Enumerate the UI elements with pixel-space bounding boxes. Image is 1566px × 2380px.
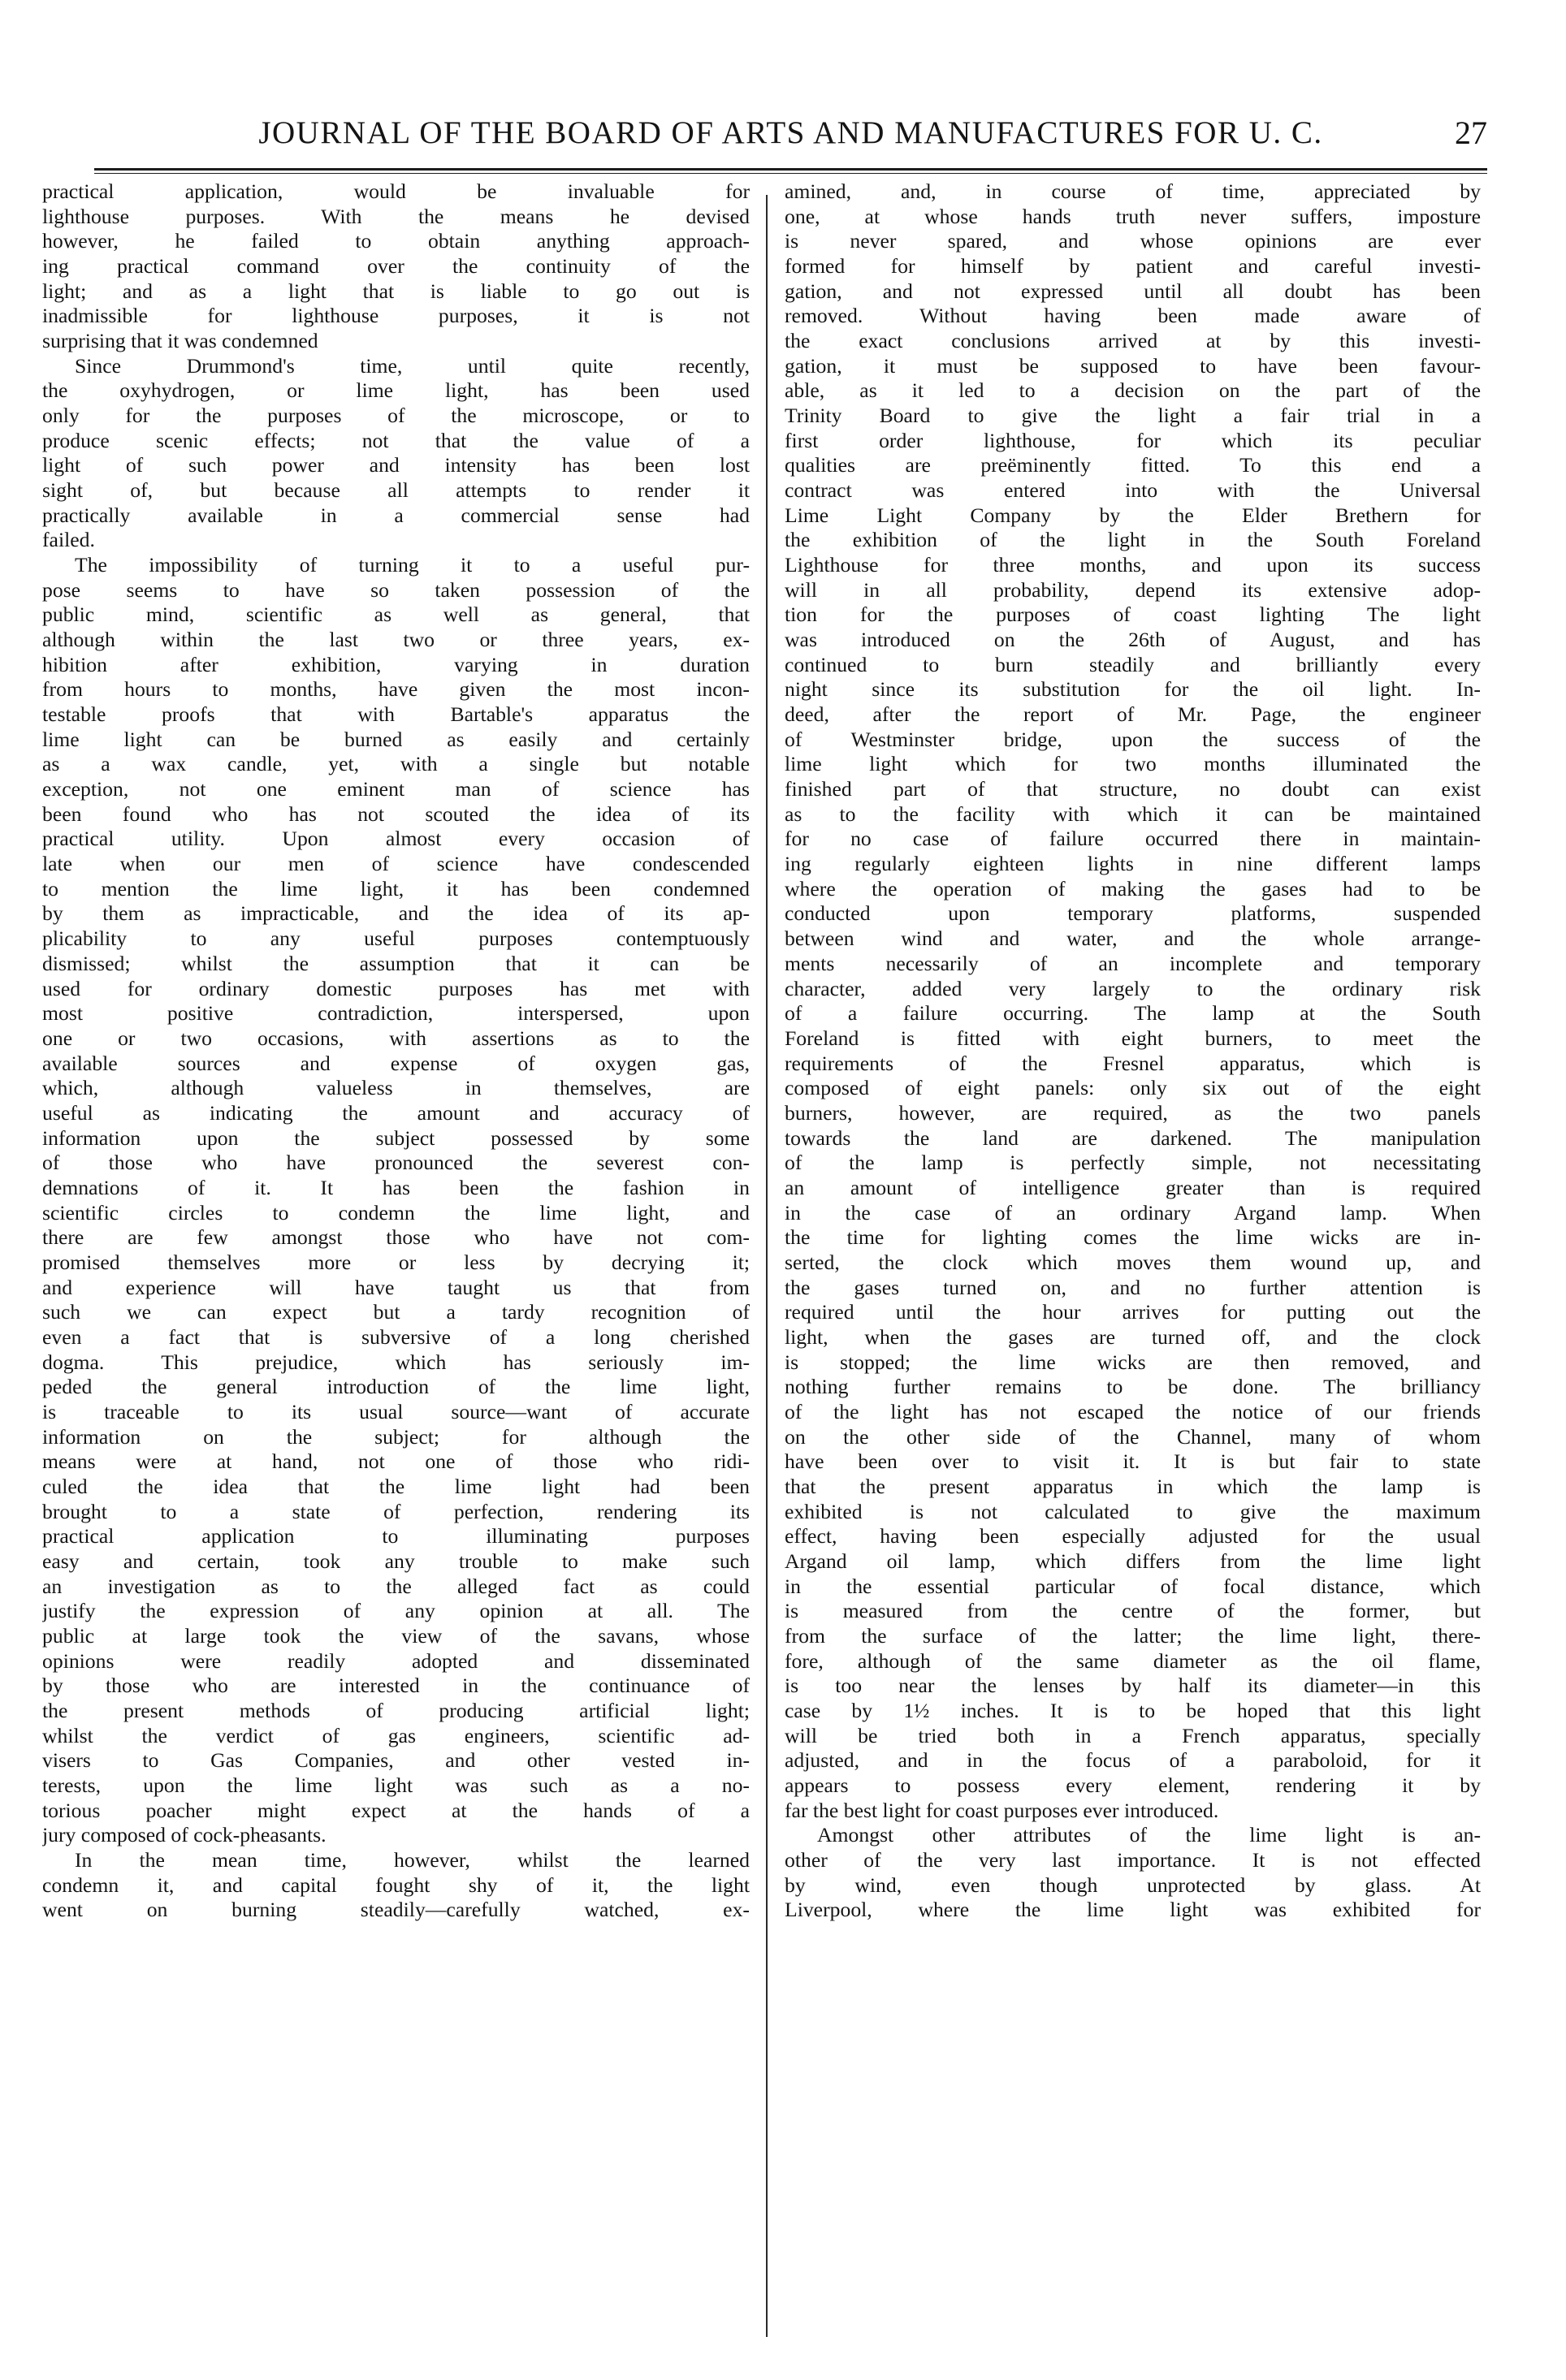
text-line: brought to a state of perfection, rendering its	[42, 1499, 750, 1523]
text-line: required until the hour arrives for putting out the	[785, 1300, 1481, 1324]
text-line: is too near the lenses by half its diameter—in this	[785, 1674, 1481, 1698]
text-line: such we can expect but a tardy recognition of	[42, 1300, 750, 1324]
text-line: burners, however, are required, as the two panels	[785, 1100, 1481, 1125]
text-line: by those who are interested in the continuance of	[42, 1674, 750, 1698]
text-line: one, at whose hands truth never suffers, imposture	[785, 204, 1481, 228]
text-line: night since its substitution for the oil light. In-	[785, 677, 1481, 702]
text-line: removed. Without having been made aware of	[785, 304, 1481, 328]
text-line: gation, it must be supposed to have been favour-	[785, 353, 1481, 378]
text-line: demnations of it. It has been the fashion in	[42, 1175, 750, 1199]
text-line: as a wax candle, yet, with a single but notable	[42, 752, 750, 776]
text-line: testable proofs that with Bartable's apparatus the	[42, 702, 750, 727]
text-line: even a fact that is subversive of a long cherished	[42, 1324, 750, 1349]
text-line: tion for the purposes of coast lighting The light	[785, 603, 1481, 627]
text-line: easy and certain, took any trouble to make such	[42, 1549, 750, 1573]
text-line: conducted upon temporary platforms, suspended	[785, 901, 1481, 926]
text-line: promised themselves more or less by decrying it;	[42, 1250, 750, 1274]
text-line: by them as impracticable, and the idea of its ap-	[42, 901, 750, 926]
text-line: been found who has not scouted the idea of its	[42, 801, 750, 826]
text-line: the exact conclusions arrived at by this investi-	[785, 329, 1481, 353]
text-line: Lime Light Company by the Elder Brethern for	[785, 503, 1481, 527]
text-line: appears to possess every element, rendering it by	[785, 1773, 1481, 1797]
text-line: Since Drummond's time, until quite recently,	[75, 353, 750, 378]
text-line: that the present apparatus in which the lamp is	[785, 1474, 1481, 1498]
text-line: of the lamp is perfectly simple, not necessitating	[785, 1151, 1481, 1175]
text-line: nothing further remains to be done. The brilliancy	[785, 1375, 1481, 1399]
text-line: whilst the verdict of gas engineers, scientific ad-	[42, 1723, 750, 1747]
text-line: condemn it, and capital fought shy of it, the light	[42, 1872, 750, 1897]
text-line: have been over to visit it. It is but fair to state	[785, 1449, 1481, 1474]
text-line: lime light can be burned as easily and certainly	[42, 727, 750, 751]
text-line: an amount of intelligence greater than is required	[785, 1175, 1481, 1199]
text-line: amined, and, in course of time, appreciated by	[785, 179, 1481, 203]
text-line: public mind, scientific as well as general, that	[42, 603, 750, 627]
text-line: serted, the clock which moves them wound up, and	[785, 1250, 1481, 1274]
text-line: however, he failed to obtain anything approach-	[42, 229, 750, 253]
text-line: public at large took the view of the savans, whose	[42, 1623, 750, 1648]
text-line: of Westminster bridge, upon the success of the	[785, 727, 1481, 751]
text-line: the oxyhydrogen, or lime light, has been used	[42, 378, 750, 403]
text-line: from the surface of the latter; the lime light, there-	[785, 1623, 1481, 1648]
text-line: and experience will have taught us that from	[42, 1275, 750, 1299]
text-line: plicability to any useful purposes contemptuously	[42, 927, 750, 951]
text-line: inadmissible for lighthouse purposes, it is not	[42, 304, 750, 328]
text-line: practical utility. Upon almost every occasion of	[42, 827, 750, 851]
text-line: is never spared, and whose opinions are ever	[785, 229, 1481, 253]
text-line: is stopped; the lime wicks are then removed, and	[785, 1350, 1481, 1374]
text-line: to mention the lime light, it has been condemned	[42, 876, 750, 901]
header-rule	[94, 168, 1487, 174]
text-line: where the operation of making the gases had to be	[785, 876, 1481, 901]
text-line: dogma. This prejudice, which has seriously im-	[42, 1350, 750, 1374]
text-line: torious poacher might expect at the hands of a	[42, 1798, 750, 1822]
text-line: opinions were readily adopted and disseminated	[42, 1648, 750, 1673]
text-line: contract was entered into with the Universal	[785, 478, 1481, 503]
text-line: from hours to months, have given the most incon-	[42, 677, 750, 702]
text-line: ing practical command over the continuity of the	[42, 254, 750, 279]
text-line: case by 1½ inches. It is to be hoped that this light	[785, 1698, 1481, 1722]
text-line: able, as it led to a decision on the part of the	[785, 378, 1481, 403]
text-line: deed, after the report of Mr. Page, the engineer	[785, 702, 1481, 727]
running-title: JOURNAL OF THE BOARD OF ARTS AND MANUFACTURES FOR U. C.	[258, 115, 1323, 150]
column-divider	[766, 195, 768, 2337]
text-line: by wind, even though unprotected by glass. At	[785, 1872, 1481, 1897]
text-line: peded the general introduction of the lime light,	[42, 1375, 750, 1399]
text-line: justify the expression of any opinion at all. The	[42, 1599, 750, 1623]
text-line: is measured from the centre of the former, but	[785, 1599, 1481, 1623]
text-line: The impossibility of turning it to a useful pur-	[75, 553, 750, 577]
text-line: light, when the gases are turned off, and the clock	[785, 1324, 1481, 1349]
text-line: jury composed of cock-pheasants.	[42, 1823, 327, 1847]
text-line: fore, although of the same diameter as the oil flame,	[785, 1648, 1481, 1673]
text-line: went on burning steadily—carefully watched, ex-	[42, 1898, 750, 1922]
text-line: the gases turned on, and no further attention is	[785, 1275, 1481, 1299]
text-line: character, added very largely to the ordinary risk	[785, 976, 1481, 1000]
text-line: is traceable to its usual source—want of accurate	[42, 1399, 750, 1423]
text-line: failed.	[42, 528, 95, 552]
text-line: terests, upon the lime light was such as a no-	[42, 1773, 750, 1797]
text-line: information upon the subject possessed by some	[42, 1125, 750, 1150]
text-line: the exhibition of the light in the South Foreland	[785, 528, 1481, 552]
text-line: finished part of that structure, no doubt can exist	[785, 777, 1481, 801]
text-line: of the light has not escaped the notice of our friends	[785, 1399, 1481, 1423]
text-line: gation, and not expressed until all doubt has been	[785, 279, 1481, 303]
text-line: means were at hand, not one of those who ridi-	[42, 1449, 750, 1474]
text-line: ing regularly eighteen lights in nine different lamps	[785, 852, 1481, 876]
text-line: most positive contradiction, interspersed, upon	[42, 1001, 750, 1026]
text-line: between wind and water, and the whole arrange-	[785, 927, 1481, 951]
text-line: culed the idea that the lime light had been	[42, 1474, 750, 1498]
text-line: In the mean time, however, whilst the learned	[75, 1848, 750, 1872]
text-line: practical application, would be invaluable for	[42, 179, 750, 203]
page-number: 27	[1455, 114, 1487, 151]
text-line: will be tried both in a French apparatus, specially	[785, 1723, 1481, 1747]
text-line: Trinity Board to give the light a fair trial in a	[785, 404, 1481, 428]
text-line: Argand oil lamp, which differs from the lime light	[785, 1549, 1481, 1573]
text-line: as to the facility with which it can be maintained	[785, 801, 1481, 826]
text-line: the time for lighting comes the lime wicks are in-	[785, 1225, 1481, 1250]
text-line: Liverpool, where the lime light was exhibited for	[785, 1898, 1481, 1922]
text-line: used for ordinary domestic purposes has met with	[42, 976, 750, 1000]
text-line: ments necessarily of an incomplete and temporary	[785, 951, 1481, 975]
text-line: available sources and expense of oxygen gas,	[42, 1051, 750, 1075]
text-line: in the case of an ordinary Argand lamp. When	[785, 1200, 1481, 1225]
text-line: hibition after exhibition, varying in duration	[42, 652, 750, 676]
text-line: dismissed; whilst the assumption that it can be	[42, 951, 750, 975]
text-line: lighthouse purposes. With the means he devised	[42, 204, 750, 228]
text-line: sight of, but because all attempts to render it	[42, 478, 750, 503]
text-line: although within the last two or three years, ex-	[42, 628, 750, 652]
text-line: Lighthouse for three months, and upon its success	[785, 553, 1481, 577]
text-line: adjusted, and in the focus of a paraboloid, for it	[785, 1748, 1481, 1773]
text-line: far the best light for coast purposes ever introduced.	[785, 1798, 1219, 1822]
text-line: only for the purposes of the microscope, or to	[42, 404, 750, 428]
text-line: towards the land are darkened. The manipulation	[785, 1125, 1481, 1150]
right-column	[785, 179, 1481, 2331]
left-column	[42, 179, 750, 2348]
text-line: was introduced on the 26th of August, and has	[785, 628, 1481, 652]
text-line: other of the very last importance. It is not effected	[785, 1848, 1481, 1872]
text-line: composed of eight panels: only six out of the eight	[785, 1076, 1481, 1100]
text-line: light; and as a light that is liable to go out is	[42, 279, 750, 303]
text-line: exception, not one eminent man of science has	[42, 777, 750, 801]
text-line: practical application to illuminating purposes	[42, 1524, 750, 1549]
text-line: visers to Gas Companies, and other vested in-	[42, 1748, 750, 1773]
text-line: pose seems to have so taken possession of the	[42, 577, 750, 602]
text-line: lime light which for two months illuminated the	[785, 752, 1481, 776]
text-line: late when our men of science have condescended	[42, 852, 750, 876]
text-line: there are few amongst those who have not com-	[42, 1225, 750, 1250]
text-line: the present methods of producing artificial light;	[42, 1698, 750, 1722]
text-line: one or two occasions, with assertions as to the	[42, 1026, 750, 1050]
text-line: of a failure occurring. The lamp at the South	[785, 1001, 1481, 1026]
text-line: Amongst other attributes of the lime light is an-	[817, 1823, 1481, 1847]
text-line: in the essential particular of focal distance, which	[785, 1574, 1481, 1598]
text-line: will in all probability, depend its extensive adop-	[785, 577, 1481, 602]
text-line: produce scenic effects; not that the value of a	[42, 428, 750, 452]
text-line: Foreland is fitted with eight burners, to meet the	[785, 1026, 1481, 1050]
text-line: requirements of the Fresnel apparatus, which is	[785, 1051, 1481, 1075]
text-line: on the other side of the Channel, many of whom	[785, 1424, 1481, 1449]
text-line: for no case of failure occurred there in maintain-	[785, 827, 1481, 851]
text-line: an investigation as to the alleged fact as could	[42, 1574, 750, 1598]
text-line: continued to burn steadily and brilliantly every	[785, 652, 1481, 676]
text-line: of those who have pronounced the severest con-	[42, 1151, 750, 1175]
text-line: exhibited is not calculated to give the maximum	[785, 1499, 1481, 1523]
running-header	[94, 112, 1487, 154]
text-line: first order lighthouse, for which its peculiar	[785, 428, 1481, 452]
text-line: effect, having been especially adjusted for the usual	[785, 1524, 1481, 1549]
text-line: useful as indicating the amount and accuracy of	[42, 1100, 750, 1125]
text-line: surprising that it was condemned	[42, 329, 318, 353]
text-line: information on the subject; for although the	[42, 1424, 750, 1449]
text-line: light of such power and intensity has been lost	[42, 453, 750, 477]
text-line: formed for himself by patient and careful investi-	[785, 254, 1481, 279]
text-line: qualities are preëminently fitted. To this end a	[785, 453, 1481, 477]
text-line: scientific circles to condemn the lime light, and	[42, 1200, 750, 1225]
text-line: which, although valueless in themselves, are	[42, 1076, 750, 1100]
text-line: practically available in a commercial sense had	[42, 503, 750, 527]
